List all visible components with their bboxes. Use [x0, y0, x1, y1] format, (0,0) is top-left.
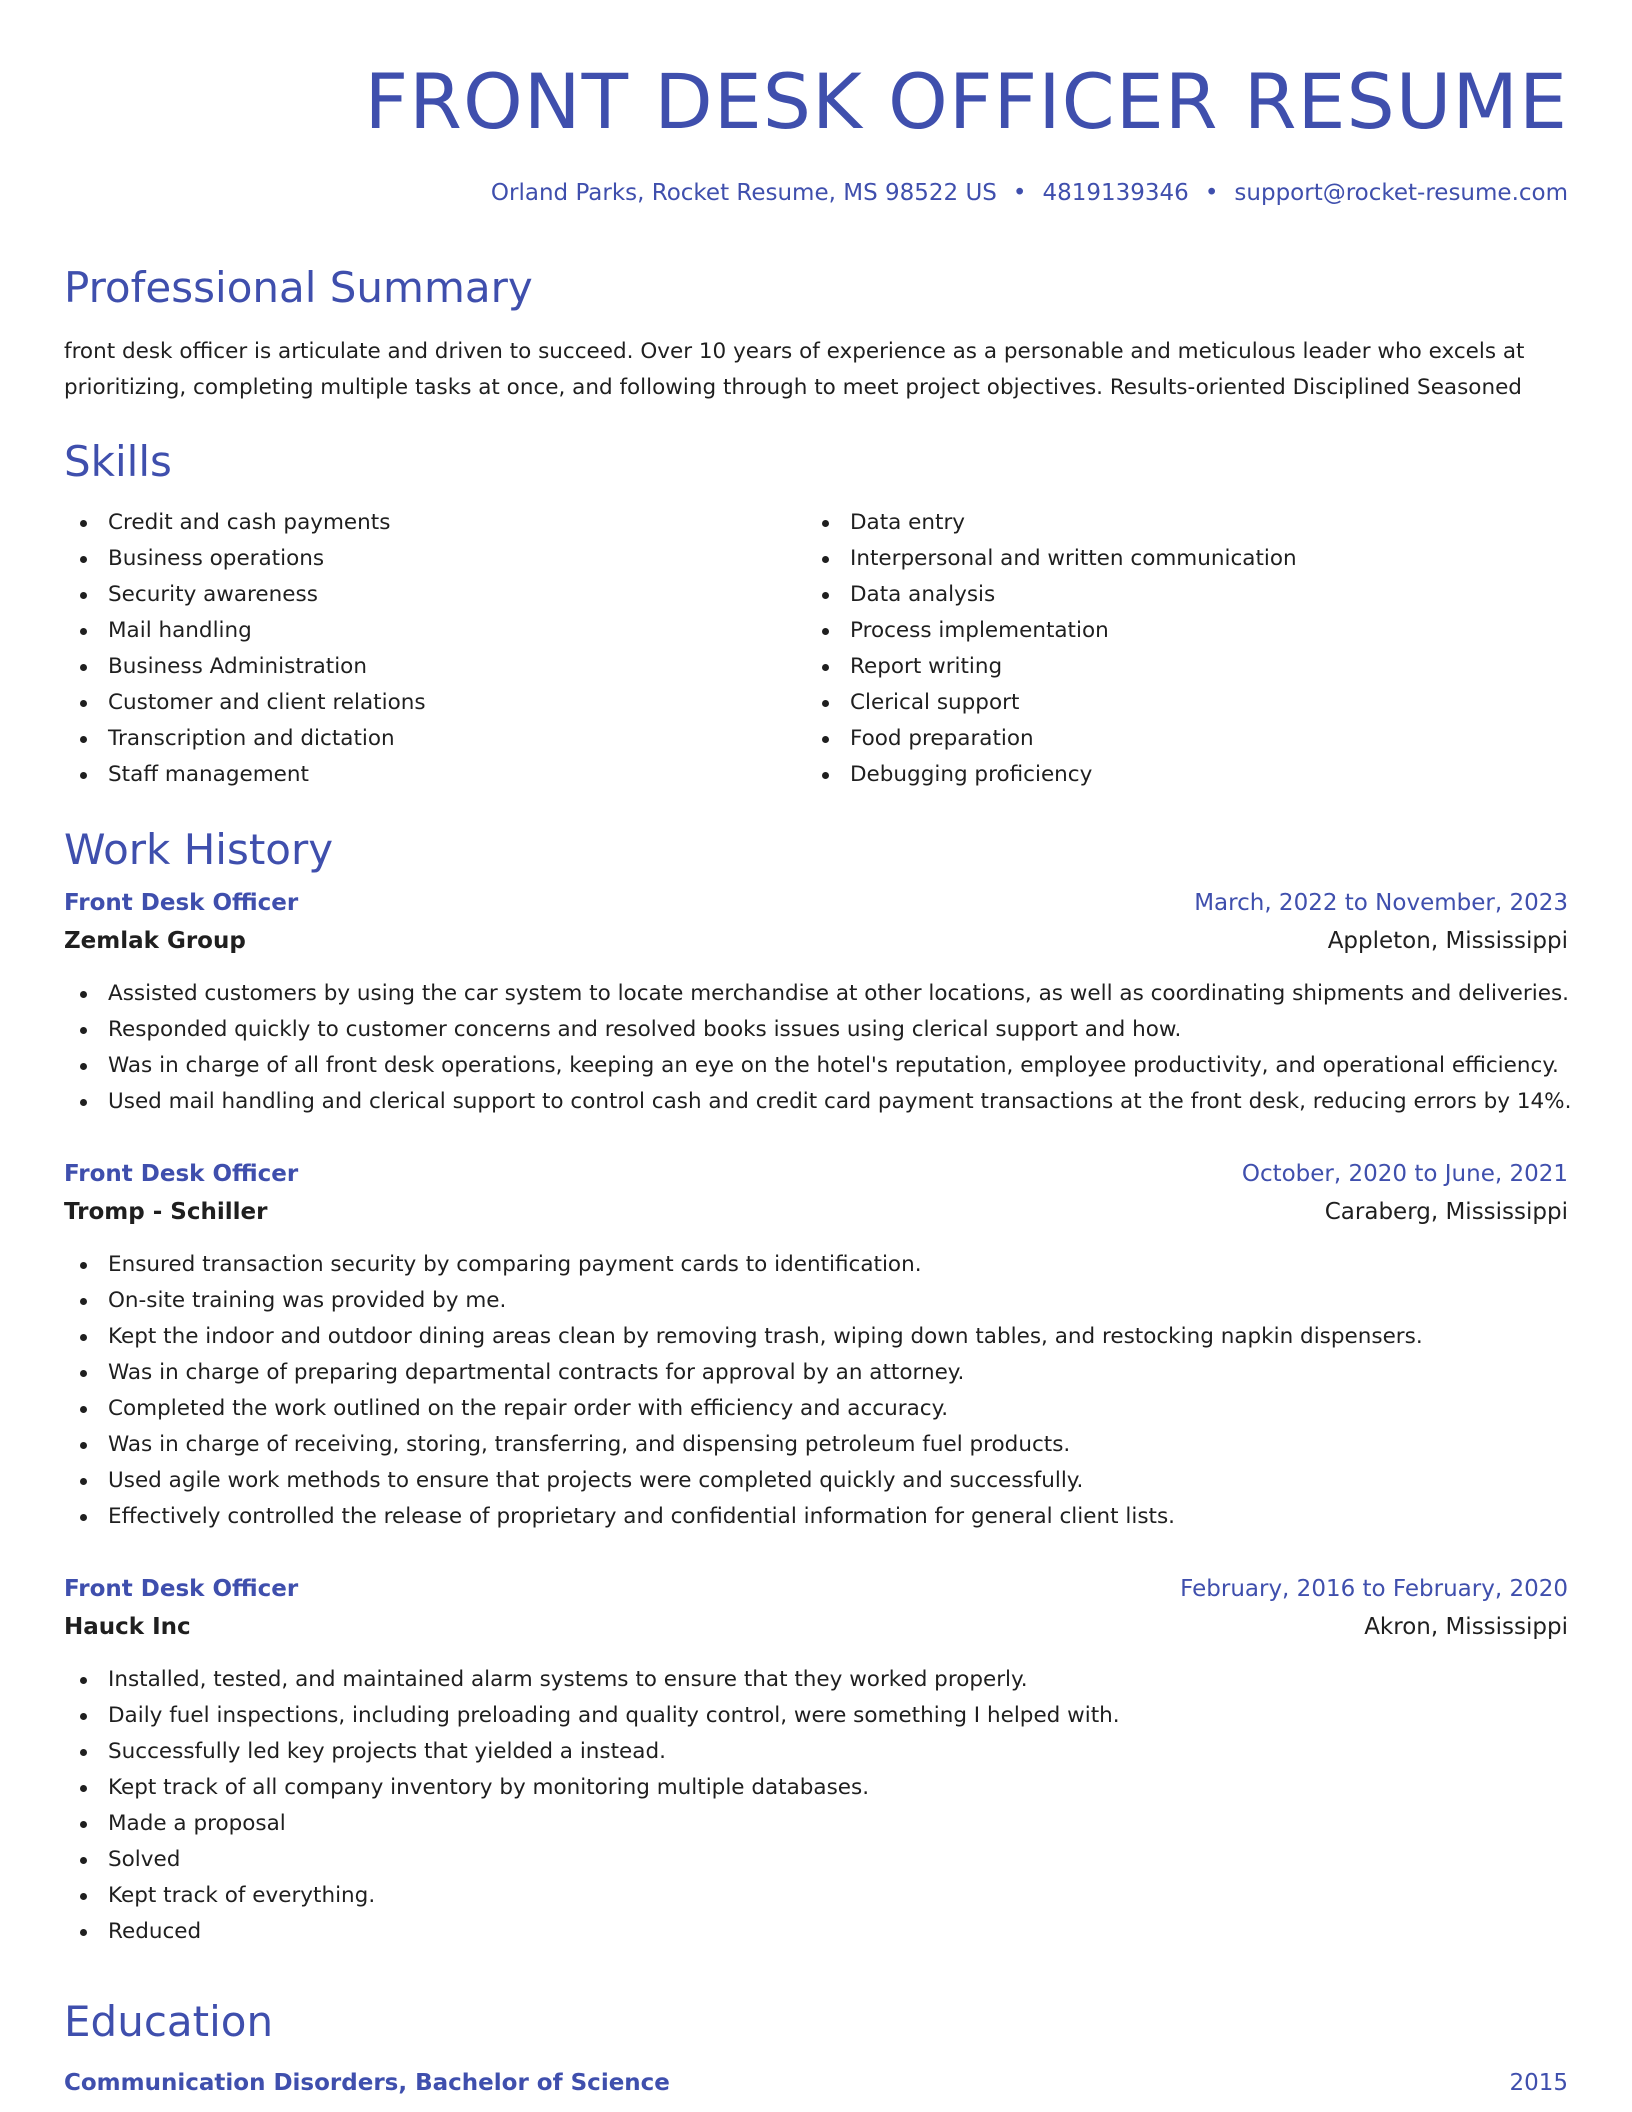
job-bullet: Installed, tested, and maintained alarm systems to ensure that they worked properly. — [64, 1662, 1568, 1698]
job-bullet: Kept track of everything. — [64, 1878, 1568, 1914]
skill-item: Transcription and dictation — [64, 721, 806, 757]
contact-separator: • — [1012, 180, 1027, 206]
skill-item: Credit and cash payments — [64, 505, 806, 541]
job-title: Front Desk Officer — [64, 890, 299, 916]
skill-item: Clerical support — [806, 685, 1548, 721]
job-location: Akron, Mississippi — [1364, 1614, 1568, 1640]
job-company: Hauck Inc — [64, 1614, 191, 1640]
contact-line — [491, 180, 1568, 232]
job-bullet: Responded quickly to customer concerns and resolved books issues using clerical support and how. — [64, 1012, 1568, 1048]
skill-item: Mail handling — [64, 613, 806, 649]
skills-list — [64, 505, 1568, 793]
job-bullet: Ensured transaction security by comparing payment cards to identification. — [64, 1247, 1568, 1283]
skill-item: Business Administration — [64, 649, 806, 685]
job-dates: March, 2022 to November, 2023 — [1194, 890, 1568, 916]
job-title: Front Desk Officer — [64, 1161, 299, 1187]
job-location: Caraberg, Mississippi — [1324, 1199, 1568, 1225]
summary-text: front desk officer is articulate and driven to succeed. Over 10 years of experience as a personable and meticulous leader who excels at prioritizing, completing multiple tasks at once, and following through to meet project objectives. Results-oriented Disciplined Seasoned — [64, 339, 1525, 400]
job-bullet: Kept the indoor and outdoor dining areas clean by removing trash, wiping down tables, and restocking napkin dispensers. — [64, 1319, 1568, 1355]
skill-item: Debugging proficiency — [806, 757, 1548, 793]
resume-title: FRONT DESK OFFICER RESUME — [364, 57, 1568, 146]
job-bullets — [64, 1247, 1568, 1535]
work-history-heading: Work History — [64, 825, 334, 874]
contact-separator: • — [1204, 180, 1219, 206]
job-bullet: Was in charge of all front desk operations, keeping an eye on the hotel's reputation, employee productivity, and operational efficiency. — [64, 1048, 1568, 1084]
job-location: Appleton, Mississippi — [1327, 928, 1568, 954]
job-dates: October, 2020 to June, 2021 — [1241, 1161, 1568, 1187]
skill-item: Staff management — [64, 757, 806, 793]
skill-item: Business operations — [64, 541, 806, 577]
contact-address: Orland Parks, Rocket Resume, MS 98522 US — [490, 180, 997, 206]
skill-item: Report writing — [806, 649, 1548, 685]
education-heading: Education — [64, 1997, 274, 2046]
job-bullets — [64, 1662, 1568, 1950]
skill-item: Process implementation — [806, 613, 1548, 649]
job-dates: February, 2016 to February, 2020 — [1180, 1576, 1568, 1602]
job-entry — [64, 884, 1572, 1120]
job-bullets — [64, 976, 1572, 1120]
summary-heading: Professional Summary — [64, 263, 533, 312]
job-company: Zemlak Group — [64, 928, 246, 954]
job-bullet: Was in charge of preparing departmental contracts for approval by an attorney. — [64, 1355, 1568, 1391]
contact-phone: 4819139346 — [1042, 180, 1189, 206]
job-bullet: On-site training was provided by me. — [64, 1283, 1568, 1319]
job-bullet: Effectively controlled the release of proprietary and confidential information for general client lists. — [64, 1499, 1568, 1535]
job-bullet: Successfully led key projects that yielded a instead. — [64, 1734, 1568, 1770]
skills-column-left — [64, 505, 806, 793]
job-bullet: Completed the work outlined on the repair order with efficiency and accuracy. — [64, 1391, 1568, 1427]
skill-item: Data entry — [806, 505, 1548, 541]
job-entry — [64, 1155, 1568, 1535]
job-bullet: Used agile work methods to ensure that projects were completed quickly and successfully. — [64, 1463, 1568, 1499]
job-bullet: Was in charge of receiving, storing, transferring, and dispensing petroleum fuel products. — [64, 1427, 1568, 1463]
skill-item: Food preparation — [806, 721, 1548, 757]
job-bullet: Assisted customers by using the car system to locate merchandise at other locations, as well as coordinating shipments and deliveries. — [64, 976, 1568, 1012]
job-title: Front Desk Officer — [64, 1576, 299, 1602]
job-bullet: Solved — [64, 1842, 1568, 1878]
skills-column-right — [806, 505, 1548, 793]
job-bullet: Used mail handling and clerical support to control cash and credit card payment transactions at the front desk, reducing errors by 14%. — [64, 1084, 1568, 1120]
skills-heading: Skills — [64, 437, 172, 486]
job-bullet: Kept track of all company inventory by monitoring multiple databases. — [64, 1770, 1568, 1806]
education-entry — [64, 2064, 1568, 2102]
skill-item: Interpersonal and written communication — [806, 541, 1548, 577]
skill-item: Data analysis — [806, 577, 1548, 613]
job-bullet: Daily fuel inspections, including preloading and quality control, were something I helped with. — [64, 1698, 1568, 1734]
job-entry — [64, 1570, 1568, 1950]
job-bullet: Made a proposal — [64, 1806, 1568, 1842]
job-bullet: Reduced — [64, 1914, 1568, 1950]
education-year: 2015 — [1509, 2070, 1568, 2096]
education-degree: Communication Disorders, Bachelor of Science — [64, 2070, 670, 2096]
job-company: Tromp - Schiller — [64, 1199, 268, 1225]
contact-email[interactable]: support@rocket-resume.com — [1234, 180, 1568, 206]
skill-item: Customer and client relations — [64, 685, 806, 721]
skill-item: Security awareness — [64, 577, 806, 613]
